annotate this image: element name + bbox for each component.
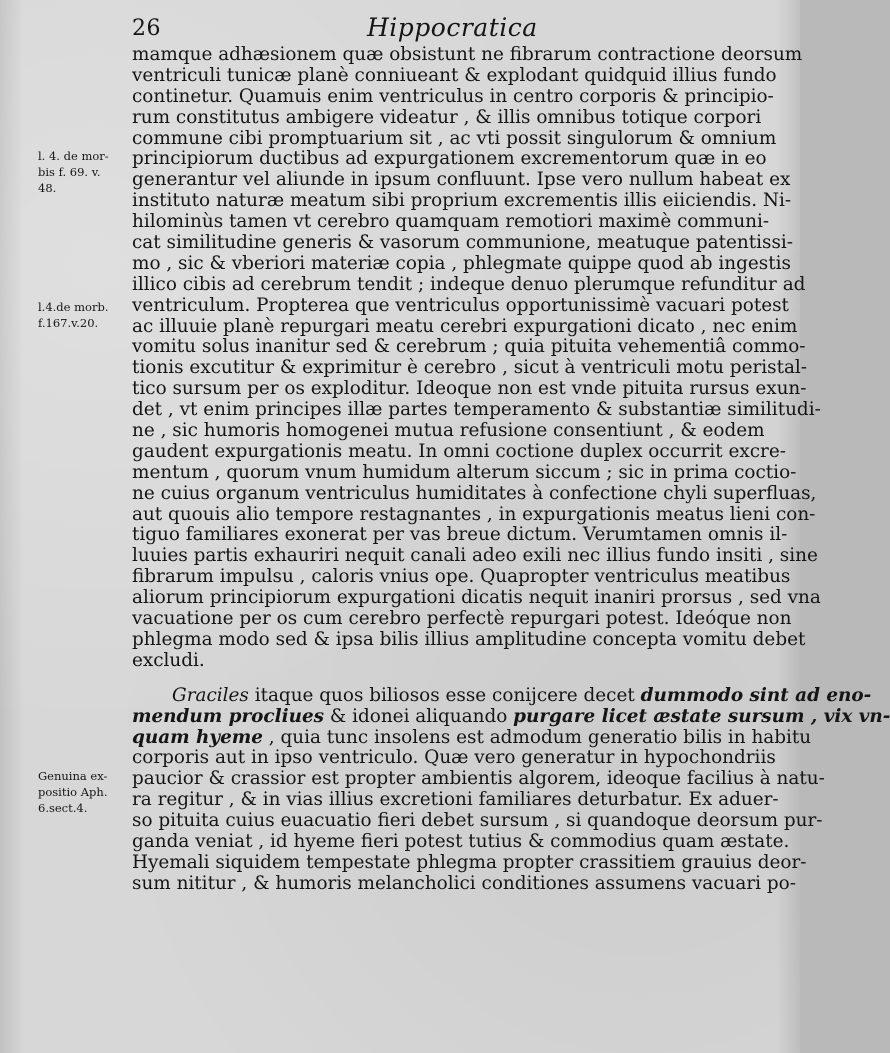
text-line: paucior & crassior est propter ambientis algorem, ideoque facilius à natu- [132,768,825,790]
text-span: , quia tunc insolens est admodum generatio bilis in habitu [262,726,812,748]
text-line: continetur. Quamuis enim ventriculus in centro corporis & principio- [132,85,774,107]
paragraph-2-continuation [132,747,825,894]
text-line: vomitu solus inanitur sed & cerebrum ; quia pituita vehementiâ commo- [132,336,806,358]
text-span: itaque quos biliosos esse conijcere decet [248,684,641,706]
text-line: aliorum principiorum expurgationi dicatis nequit inaniri prorsus , sed vna [132,587,821,609]
text-line: ne , sic humoris homogenei mutua refusione consentiunt , & eodem [132,420,765,442]
text-line: tiguo familiares exonerat per vas breue dictum. Verumtamen omnis il- [132,524,788,546]
paragraph-2 [132,684,890,895]
text-line: sum nititur , & humoris melancholici conditiones assumens vacuari po- [132,872,796,894]
text-line: ventriculum. Propterea que ventriculus opportunissimè vacuari potest [132,294,789,316]
margin-note-line: f.167.v.20. [38,316,99,330]
text-line: rum constitutus ambigere videatur , & illis omnibus totique corpori [132,106,762,128]
text-line: mamque adhæsionem quæ obsistunt ne fibrarum contractione deorsum [132,44,803,65]
text-line: ganda veniat , id hyeme fieri potest tutius & commodius quam æstate. [132,830,790,852]
paragraph-gap [132,672,744,686]
text-line: vacuatione per os cum cerebro perfectè repurgari potest. Ideóque non [132,608,792,630]
margin-note-line: 48. [38,181,57,195]
margin-note-line: l.4.de morb. [38,300,109,314]
text-line: excludi. [132,649,205,671]
text-line: phlegma modo sed & ipsa bilis illius amplitudine concepta vomitu debet [132,628,806,650]
margin-note-line: positio Aph. [38,785,108,799]
italic-aphorism-text: dummodo sint ad eno- [640,684,872,706]
text-line: Hyemali siquidem tempestate phlegma propter crassitiem grauius deor- [132,851,807,873]
page-number: 26 [132,16,161,41]
body-text [132,44,890,895]
text-line: illico cibis ad cerebrum tendit ; indeque denuo plerumque refunditur ad [132,273,806,295]
margin-note-line: 6.sect.4. [38,801,88,815]
text-line: instituto naturæ meatum sibi proprium excrementis illis eiiciendis. Ni- [132,190,792,212]
text-line: ra regitur , & in vias illius excretioni familiares deturbatur. Ex aduer- [132,789,779,811]
margin-note-1 [38,148,128,196]
text-line: principiorum ductibus ad expurgationem excrementorum quæ in eo [132,148,767,170]
text-line: mo , sic & vberiori materiæ copia , phlegmate quippe quod ab ingestis [132,252,791,274]
text-line [132,705,890,728]
text-line: so pituita cuius euacuatio fieri debet sursum , si quandoque deorsum pur- [132,810,823,832]
italic-lead-word: Graciles [172,684,249,706]
text-line: gaudent expurgationis meatu. In omni coctione duplex occurrit excre- [132,440,786,462]
text-line: det , vt enim principes illæ partes temperamento & substantiæ similitudi- [132,399,821,421]
text-span: & idonei aliquando [324,705,514,727]
text-line: ventriculi tunicæ planè conniueant & explodant quidquid illius fundo [132,64,777,86]
text-line: ac illuuie planè repurgari meatu cerebri expurgationi dicato , nec enim [132,315,798,337]
text-line: fibrarum impulsu , caloris vnius ope. Quapropter ventriculus meatibus [132,566,791,588]
paragraph-1 [132,44,821,672]
text-line: ne cuius organum ventriculus humiditates à confectione chyli superfluas, [132,482,817,504]
margin-note-line: Genuina ex- [38,769,108,783]
text-line [132,684,872,707]
text-line: tionis excutitur & exprimitur è cerebro , sicut à ventriculi motu peristal- [132,357,808,379]
text-line [132,726,812,749]
text-line: aut quouis alio tempore restagnantes , in expurgationis meatus lieni con- [132,503,816,525]
text-line: cat similitudine generis & vasorum communione, meatuque patentissi- [132,232,793,254]
text-line: luuies partis exhauriri nequit canali adeo exili nec illius fundo insiti , sine [132,545,818,567]
italic-aphorism-text: mendum procliues [132,705,325,727]
page-header [0,10,800,44]
margin-note-3 [38,768,128,816]
margin-note-2 [38,299,128,331]
text-line: generantur vel aliunde in ipsum confluunt. Ipse vero nullum habeat ex [132,169,791,191]
margin-note-line: bis f. 69. v. [38,165,101,179]
text-line: hilominùs tamen vt cerebro quamquam remotiori maximè communi- [132,211,770,233]
text-line: corporis aut in ipso ventriculo. Quæ vero generatur in hypochondriis [132,747,776,769]
italic-aphorism-text: purgare licet æstate sursum , vix vn- [513,705,890,727]
italic-aphorism-text: quam hyeme [132,726,263,748]
text-line: tico sursum per os exploditur. Ideoque non est vnde pituita rursus exun- [132,378,807,400]
running-head: Hippocratica [367,13,538,42]
margin-note-line: l. 4. de mor- [38,149,109,163]
text-line: mentum , quorum vnum humidum alterum siccum ; sic in prima coctio- [132,461,797,483]
text-line: commune cibi promptuarium sit , ac vti possit singulorum & omnium [132,127,777,149]
